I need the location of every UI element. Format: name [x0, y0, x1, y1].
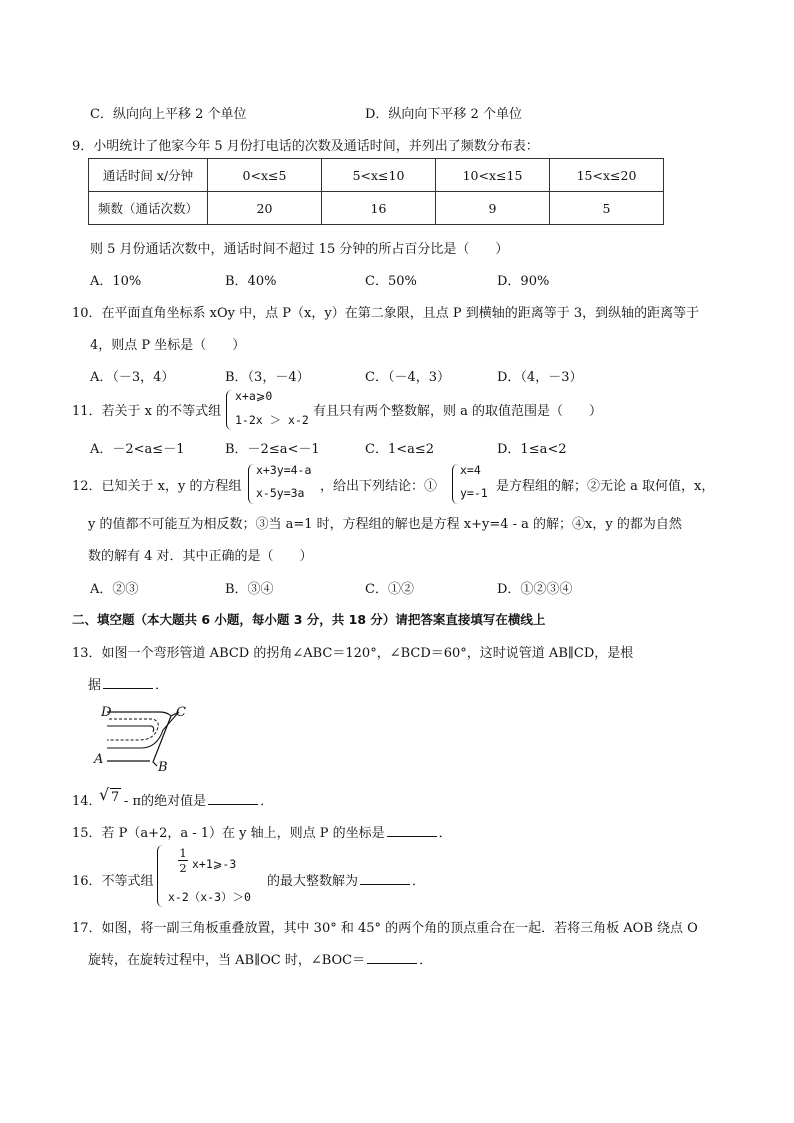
table-cell: 0<x≤5 — [208, 159, 322, 192]
fraction-numerator: 1 — [179, 846, 187, 860]
answer-blank — [360, 872, 410, 885]
table-cell: 5<x≤10 — [322, 159, 436, 192]
q14-rest: - π的绝对值是 — [124, 794, 207, 809]
q12-option-d: D．①②③④ — [497, 582, 573, 597]
answer-blank — [387, 824, 437, 837]
q12-equation-1: x+3y=4-a — [256, 463, 312, 477]
sqrt-bar — [110, 788, 121, 789]
q13-line1: 13．如图一个弯形管道 ABCD 的拐角∠ABC＝120°，∠BCD＝60°，这时说管道 AB∥CD，是根 — [72, 646, 634, 661]
q12-prefix: 12．已知关于 x，y 的方程组 — [72, 479, 242, 494]
q8-option-d: D．纵向向下平移 2 个单位 — [365, 107, 522, 122]
q11-inequality-1: x+a⩾0 — [235, 389, 273, 403]
q12-solution-x: x=4 — [460, 463, 481, 477]
q17-line2 — [88, 949, 432, 968]
q12-option-a: A．②③ — [90, 582, 139, 597]
q16-inequality-2: x-2（x-3）＞0 — [168, 890, 251, 904]
left-brace — [226, 390, 233, 430]
q9-stem: 9．小明统计了他家今年 5 月份打电话的次数及通话时间，并列出了频数分布表： — [72, 139, 539, 154]
left-brace — [248, 464, 255, 504]
q14-prefix: 14． — [72, 794, 102, 809]
label-b: B — [158, 760, 168, 775]
label-d: D — [101, 705, 112, 720]
q12-option-b: B．③④ — [225, 582, 274, 597]
q11-option-b: B．－2≤a<－1 — [225, 442, 320, 457]
table-cell: 10<x≤15 — [436, 159, 550, 192]
q11-prefix: 11．若关于 x 的不等式组 — [72, 404, 222, 419]
q15-text — [72, 822, 452, 841]
q14-radicand: 7 — [111, 790, 120, 805]
q9-option-a: A．10% — [90, 274, 142, 289]
q13-line2 — [88, 674, 168, 693]
q12-line3: 数的解有 4 对．其中正确的是（ ） — [88, 549, 313, 564]
q11-inequality-2: 1-2x ＞ x-2 — [235, 413, 309, 427]
q10-option-c: C．（－4，3） — [365, 370, 450, 385]
q10-option-b: B．（3，－4） — [225, 370, 310, 385]
q11-option-a: A．－2<a≤－1 — [90, 442, 185, 457]
q10-option-d: D．（4，－3） — [497, 370, 583, 385]
q16-text — [267, 870, 425, 889]
table-cell: 20 — [208, 192, 322, 225]
left-brace — [157, 845, 165, 907]
q9-option-c: C．50% — [365, 274, 417, 289]
answer-blank — [103, 676, 153, 689]
q12-line2: y 的值都不可能互为相反数；③当 a=1 时，方程组的解也是方程 x+y=4 - a 的解；④x，y 的都为自然 — [88, 517, 682, 532]
sqrt-icon: √ — [99, 785, 110, 804]
q9-option-d: D．90% — [497, 274, 550, 289]
q12-option-c: C．①② — [365, 582, 414, 597]
table-row — [89, 192, 664, 225]
q17-body: 旋转，在旋转过程中，当 AB∥OC 时，∠BOC＝ — [88, 953, 366, 968]
q16-end: ． — [412, 874, 426, 889]
q16-prefix: 16．不等式组 — [72, 874, 154, 889]
pipe-diagram — [95, 700, 205, 780]
table-cell: 频数（通话次数） — [89, 192, 208, 225]
q15-end: ． — [438, 826, 452, 841]
section-heading: 二、填空题（本大题共 6 小题，每小题 3 分，共 18 分）请把答案直接填写在横线上 — [72, 612, 546, 627]
q8-option-c: C．纵向向上平移 2 个单位 — [90, 107, 247, 122]
q12-mid: ，给出下列结论：① — [320, 479, 438, 494]
q10-option-a: A．（－3，4） — [90, 370, 175, 385]
q17-end: ． — [419, 953, 433, 968]
q11-suffix: 有且只有两个整数解，则 a 的取值范围是（ ） — [313, 404, 603, 419]
q10-line2: 4，则点 P 坐标是（ ） — [90, 338, 246, 353]
q11-option-d: D．1≤a<2 — [497, 442, 567, 457]
table-cell: 15<x≤20 — [550, 159, 664, 192]
q9-question: 则 5 月份通话次数中，通话时间不超过 15 分钟的所占百分比是（ ） — [90, 242, 509, 257]
q17-line1: 17．如图，将一副三角板重叠放置，其中 30° 和 45° 的两个角的顶点重合在一起．若将三角板 AOB 绕点 O — [72, 921, 698, 936]
q13-end: ． — [155, 678, 169, 693]
q14-end: ． — [260, 794, 274, 809]
table-cell: 通话时间 x/分钟 — [89, 159, 208, 192]
table-cell: 5 — [550, 192, 664, 225]
fraction-one-half — [178, 846, 188, 875]
table-row — [89, 159, 664, 192]
frequency-table — [88, 158, 664, 225]
label-c: C — [176, 705, 186, 720]
q12-solution-y: y=-1 — [460, 486, 488, 500]
q10-line1: 10．在平面直角坐标系 xOy 中，点 P（x，y）在第二象限，且点 P 到横轴的距离等于 3，到纵轴的距离等于 — [72, 306, 700, 321]
q13-text: 据 — [88, 678, 102, 693]
left-brace — [452, 464, 459, 504]
label-a: A — [94, 752, 104, 767]
q16-inequality-1: x+1⩾-3 — [192, 857, 237, 871]
q9-option-b: B．40% — [225, 274, 277, 289]
fraction-denominator: 2 — [179, 861, 187, 875]
q16-suffix: 的最大整数解为 — [267, 874, 359, 889]
answer-blank — [208, 792, 258, 805]
q11-option-c: C．1<a≤2 — [365, 442, 435, 457]
q12-suffix: 是方程组的解；②无论 a 取何值，x， — [496, 479, 715, 494]
table-cell: 9 — [436, 192, 550, 225]
q12-equation-2: x-5y=3a — [256, 486, 305, 500]
answer-blank — [367, 951, 417, 964]
q14-text — [124, 790, 273, 809]
q15-body: 15．若 P（a+2，a - 1）在 y 轴上，则点 P 的坐标是 — [72, 826, 385, 841]
table-cell: 16 — [322, 192, 436, 225]
